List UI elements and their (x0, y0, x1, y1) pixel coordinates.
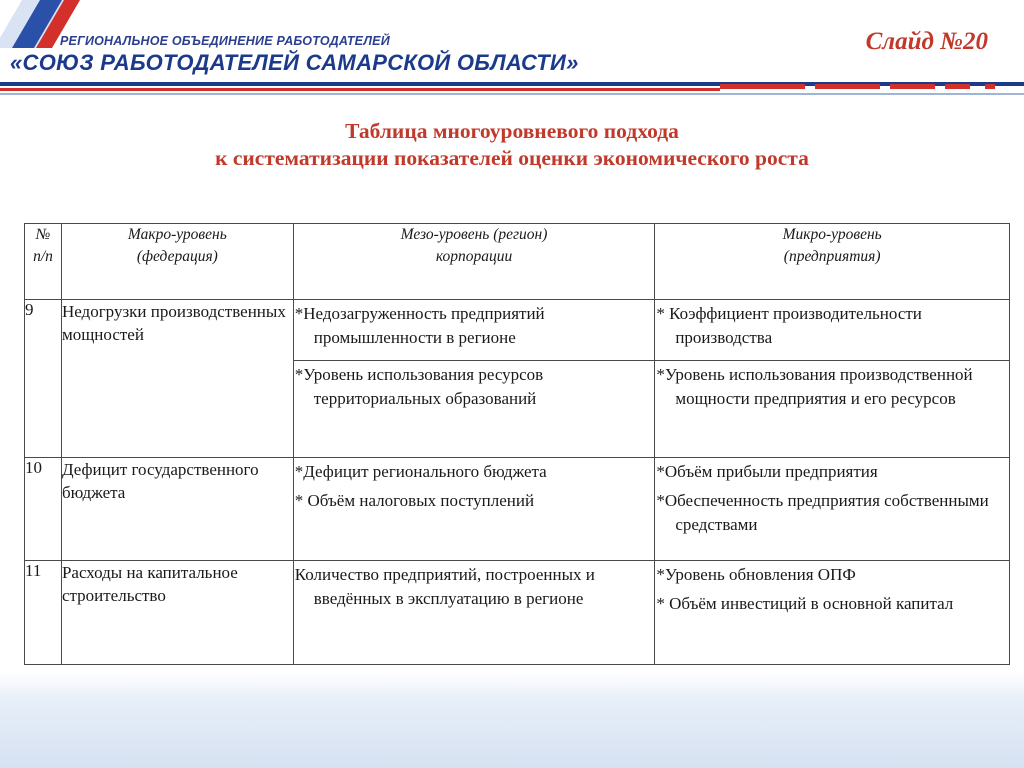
slide-title-line-2: к систематизации показателей оценки экономического роста (215, 146, 809, 170)
meso-item: *Уровень использования ресурсов территориальных образований (294, 360, 655, 417)
header-num-line-1: № (35, 226, 51, 243)
micro-cell (655, 458, 1010, 561)
table-row (25, 561, 1010, 665)
meso-item: Количество предприятий, построенных и введённых в эксплуатацию в регионе (294, 565, 595, 608)
micro-item: * Объём инвестиций в основной капитал (656, 594, 954, 613)
micro-item: *Обеспеченность предприятия собственными средствами (656, 491, 989, 534)
meso-item: *Дефицит регионального бюджета (294, 462, 547, 481)
header-micro (655, 224, 1010, 300)
header-micro-line-2: (предприятия) (783, 248, 881, 265)
header-macro-line-2: (федерация) (136, 248, 218, 265)
macro-cell: Дефицит государственного бюджета (61, 458, 293, 561)
row-number: 10 (25, 458, 62, 561)
micro-cell (655, 300, 1010, 458)
micro-item: * Коэффициент производительности производства (656, 304, 922, 347)
slide-title (0, 118, 1024, 172)
header-meso-line-1: Мезо-уровень (регион) (400, 226, 548, 243)
micro-item: *Объём прибыли предприятия (656, 462, 878, 481)
table-row (25, 458, 1010, 561)
meso-cell (293, 561, 655, 665)
slide-title-line-1: Таблица многоуровневого подхода (345, 119, 679, 143)
bottom-gradient-band (0, 672, 1024, 768)
micro-item: *Уровень использования производственной мощности предприятия и его ресурсов (655, 360, 1009, 417)
meso-cell (293, 300, 655, 458)
slide-number: Слайд №20 (865, 28, 988, 55)
indicators-table (24, 223, 1010, 665)
table-header-row (25, 224, 1010, 300)
meso-cell (293, 458, 655, 561)
table-row (25, 300, 1010, 458)
header-num-line-2: п/п (33, 248, 53, 265)
row-number: 11 (25, 561, 62, 665)
header-meso (293, 224, 655, 300)
micro-item: *Уровень обновления ОПФ (656, 565, 856, 584)
macro-cell: Расходы на капитальное строительство (61, 561, 293, 665)
macro-cell: Недогрузки производственных мощностей (61, 300, 293, 458)
header-micro-line-1: Микро-уровень (782, 226, 882, 243)
header-meso-line-2: корпорации (435, 248, 513, 265)
org-subtitle: РЕГИОНАЛЬНОЕ ОБЪЕДИНЕНИЕ РАБОТОДАТЕЛЕЙ (60, 34, 390, 48)
header-num (25, 224, 62, 300)
micro-cell (655, 561, 1010, 665)
header-macro-line-1: Макро-уровень (127, 226, 227, 243)
meso-item: * Объём налоговых поступлений (294, 491, 535, 510)
header-macro (61, 224, 293, 300)
org-name: «СОЮЗ РАБОТОДАТЕЛЕЙ САМАРСКОЙ ОБЛАСТИ» (10, 50, 579, 75)
row-number: 9 (25, 300, 62, 458)
meso-item: *Недозагруженность предприятий промышленности в регионе (294, 304, 545, 347)
header-banner (0, 0, 1024, 110)
